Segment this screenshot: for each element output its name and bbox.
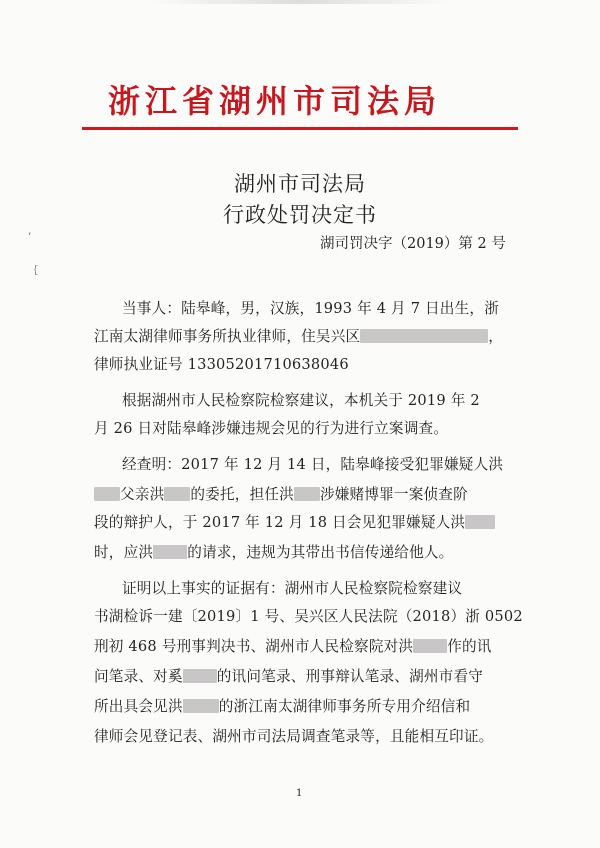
body-line-1: 当事人：陆皋峰，男，汉族，1993 年 4 月 7 日出生，浙 — [122, 300, 499, 317]
body-line-9-text-b: 的请求，违规为其带出书信传递给他人。 — [187, 544, 454, 561]
redaction-block — [294, 487, 320, 501]
body-line-2-tail: ， — [488, 328, 504, 345]
redaction-block — [183, 669, 217, 683]
body-line-9-text-a: 时，应洪 — [94, 544, 154, 561]
document-number: 湖司罚决字（2019）第 2 号 — [320, 236, 506, 252]
body-line-13-text-a: 问笔录、对奚 — [94, 668, 183, 685]
body-line-7-text-a: 父亲洪 — [120, 486, 165, 503]
body-line-13-text-b: 的讯问笔录、刑事辩认笔录、湖州市看守 — [216, 668, 484, 685]
letterhead-title: 浙江省湖州市司法局 — [108, 82, 442, 120]
body-line-12 — [94, 635, 492, 656]
body-line-14-text-b: 的浙江南太湖律师事务所专用介绍信和 — [218, 698, 471, 715]
redaction-block — [94, 487, 120, 501]
redaction-block — [465, 515, 495, 529]
body-line-13 — [94, 665, 483, 686]
redaction-block — [153, 545, 187, 559]
body-line-5: 月 26 日对陆皋峰涉嫌违规会见的行为进行立案调查。 — [94, 420, 449, 437]
body-line-11: 书湖检诉一建〔2019〕1 号、吴兴区人民法院（2018）浙 0502 — [94, 608, 523, 625]
body-line-2-text: 江南太湖律师事务所执业律师，住吴兴区 — [94, 328, 361, 345]
body-line-12-text-a: 刑初 468 号刑事判决书、湖州市人民检察院对洪 — [94, 638, 414, 655]
body-line-9 — [94, 541, 453, 562]
body-line-7 — [94, 483, 468, 504]
body-line-12-text-b: 作的讯 — [447, 638, 492, 655]
redaction-block — [164, 487, 190, 501]
body-line-8 — [94, 511, 495, 532]
redaction-block — [413, 639, 447, 653]
body-line-14 — [94, 695, 470, 716]
scan-edge-smudge — [150, 0, 450, 4]
body-line-4: 根据湖州市人民检察院检察建议，本机关于 2019 年 2 — [122, 392, 480, 409]
body-line-10: 证明以上事实的证据有：湖州市人民检察院检察建议 — [122, 580, 463, 597]
margin-mark-2: ｛ — [28, 266, 38, 277]
body-line-15: 律师会见登记表、湖州市司法局调查笔录等，且能相互印证。 — [94, 728, 494, 745]
body-line-3: 律师执业证号 13305201710638046 — [94, 356, 349, 373]
body-line-2 — [94, 325, 503, 346]
body-line-7-text-c: 涉嫌赌博罪一案侦查阶 — [319, 486, 468, 503]
margin-mark-1: ’ — [28, 232, 32, 243]
redaction-block — [360, 329, 488, 343]
body-line-7-text-b: 的委托，担任洪 — [190, 486, 294, 503]
document-title-line-2: 行政处罚决定书 — [223, 203, 377, 227]
body-line-6: 经查明：2017 年 12 月 14 日，陆皋峰接受犯罪嫌疑人洪 — [122, 456, 504, 473]
redaction-block — [183, 699, 219, 713]
document-title-line-1: 湖州市司法局 — [234, 172, 366, 196]
letterhead-red-rule — [82, 127, 518, 130]
body-line-8-text: 段的辩护人，于 2017 年 12 月 18 日会见犯罪嫌疑人洪 — [94, 514, 466, 531]
page-number: 1 — [296, 788, 303, 799]
body-line-14-text-a: 所出具会见洪 — [94, 698, 183, 715]
